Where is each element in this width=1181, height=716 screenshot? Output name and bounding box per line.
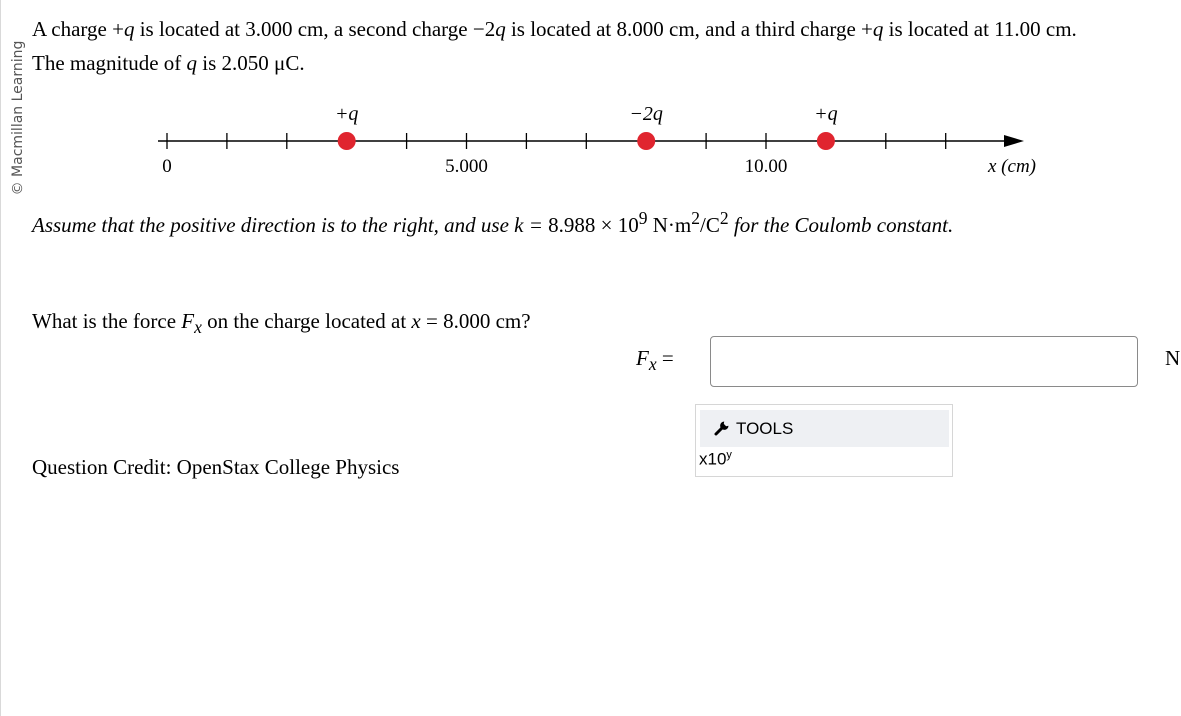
question-text bbox=[32, 309, 531, 338]
assume-text: Assume that the positive direction is to the right, and use k = bbox=[32, 213, 549, 237]
k-units: /C bbox=[700, 213, 720, 237]
charge-symbol: q bbox=[123, 17, 135, 41]
question-part: = 8.000 cm? bbox=[420, 309, 531, 333]
charge-marker bbox=[817, 132, 835, 150]
charge-marker bbox=[637, 132, 655, 150]
x10-exponent: y bbox=[726, 449, 732, 461]
charge-sign: + bbox=[112, 17, 124, 41]
assume-text: for the Coulomb constant. bbox=[728, 213, 954, 237]
constant-statement bbox=[32, 208, 953, 238]
problem-text: A charge bbox=[32, 17, 113, 41]
problem-text: is located at 11.00 cm. bbox=[883, 17, 1077, 41]
k-units: N·m bbox=[647, 213, 692, 237]
tools-label: TOOLS bbox=[736, 419, 794, 438]
equals-sign: = bbox=[656, 346, 674, 370]
k-value: 8.988 × 10 bbox=[548, 213, 639, 237]
axis-label: x (cm) bbox=[988, 156, 1036, 177]
x-symbol: x bbox=[411, 309, 421, 333]
charge-marker bbox=[338, 132, 356, 150]
force-subscript: x bbox=[648, 354, 657, 375]
answer-label bbox=[636, 346, 674, 375]
tick-label: 5.000 bbox=[445, 156, 488, 177]
charge-sign: + bbox=[861, 17, 873, 41]
charge-label: +q bbox=[334, 103, 359, 125]
charge-sign: −2 bbox=[472, 17, 496, 41]
force-symbol: F bbox=[636, 346, 649, 370]
question-part: on the charge located at bbox=[201, 309, 412, 333]
problem-text: is 2.050 μC. bbox=[197, 51, 305, 75]
scientific-notation-button[interactable] bbox=[699, 449, 732, 470]
tick-labels-group bbox=[162, 156, 787, 177]
unit-label: N bbox=[1165, 346, 1181, 370]
charge-symbol: q bbox=[186, 51, 198, 75]
tools-button[interactable] bbox=[700, 410, 949, 447]
tools-panel bbox=[695, 404, 953, 477]
charge-symbol: q bbox=[495, 17, 506, 41]
answer-input[interactable] bbox=[710, 336, 1138, 387]
question-part: What is the force bbox=[32, 309, 182, 333]
charge-symbol: q bbox=[872, 17, 884, 41]
problem-text: is located at 3.000 cm, a second charge bbox=[134, 17, 473, 41]
question-credit: Question Credit: OpenStax College Physics bbox=[32, 455, 400, 479]
wrench-icon bbox=[713, 419, 731, 437]
charge-label: +q bbox=[814, 103, 838, 125]
problem-text: is located at 8.000 cm, and a third charge bbox=[505, 17, 862, 41]
tick-label: 10.00 bbox=[744, 156, 788, 177]
k-units-exponent: 2 bbox=[719, 208, 729, 228]
k-units-exponent: 2 bbox=[691, 208, 701, 228]
force-subscript: x bbox=[194, 317, 202, 338]
force-symbol: F bbox=[181, 309, 195, 333]
copyright-label: © Macmillan Learning bbox=[10, 40, 26, 196]
axis-arrowhead bbox=[1004, 135, 1024, 147]
tick-label: 0 bbox=[162, 156, 172, 177]
number-line-figure bbox=[0, 0, 1181, 200]
x10-label: x10 bbox=[699, 449, 727, 469]
charge-label: −2q bbox=[629, 103, 663, 125]
problem-text: The magnitude of bbox=[32, 51, 187, 75]
k-exponent: 9 bbox=[638, 208, 648, 228]
